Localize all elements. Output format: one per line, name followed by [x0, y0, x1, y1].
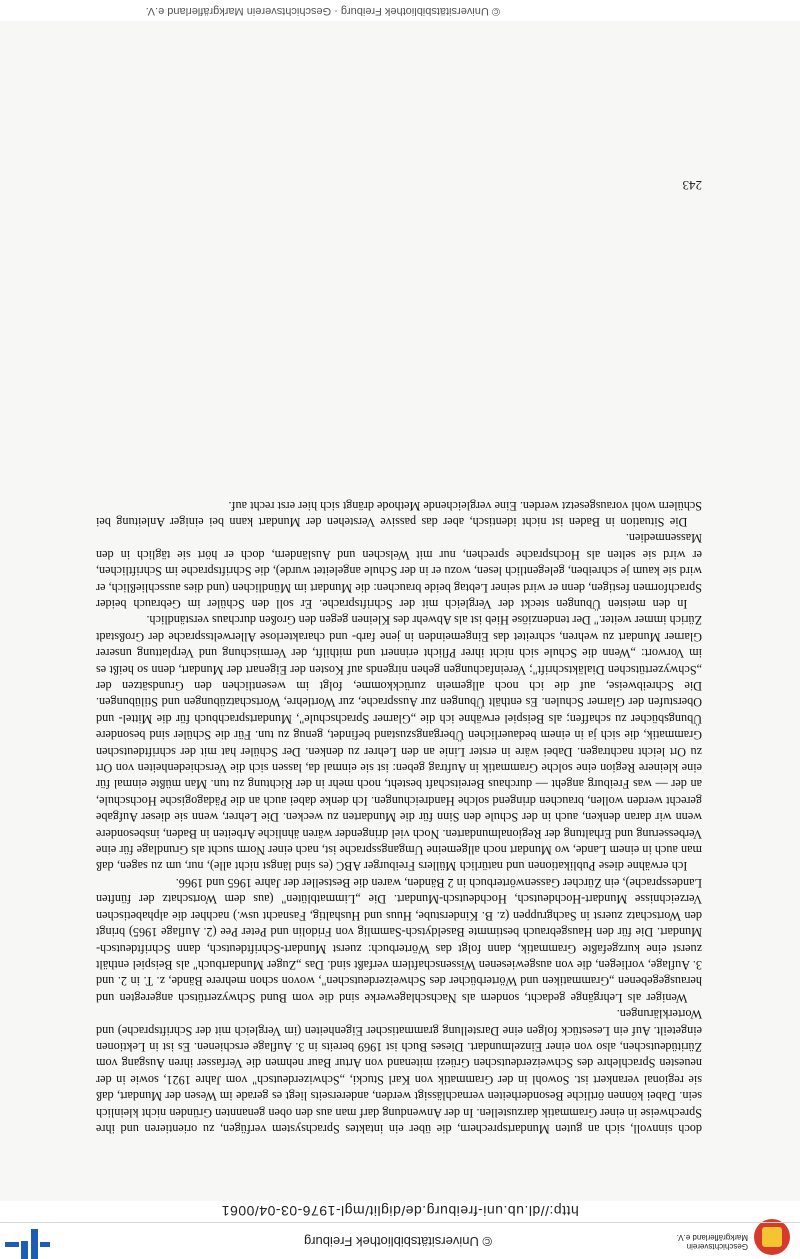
ub-freiburg-logo-icon	[0, 1223, 50, 1259]
footer-strip	[0, 0, 800, 21]
paragraph: Weniger als Lehrgänge gedacht, sondern als Nachschlagewerke sind die vom Bund Schwyzertütsch angeregten und herausgegebenen „Grammatiken und Wörterbücher des Schweizerdeutschen", wovon schon mehrere Bände, z. T. in 2. und 3. Auflage, vorliegen, die von ausgewiesenen Wissenschaftlern verfaßt sind. Das „Zuger Mundartbuch" als Beispiel enthält zuerst eine kurzgefaßte Grammatik, dann folgt das Wörterbuch: zuerst Mundart-Schriftdeutsch, dann Schriftdeutsch-Mundart. Die für den Hausgebrauch bestimmte Baseldytsch-Sammlig von Fridolin und Peter Pee (2. Auflage 1965) bringt den Wortschatz zuerst in Sachgruppen (z. B. Kinderstube, Huus und Hushaltig, Fasnacht usw.) nachher die alphabetischen Verzeichnisse Mundart-Hochdeutsch, Hochdeutsch-Mundart. Die „Limmatblüten" (aus dem Wortschatz der fünften Landessprache), ein Zürcher Gassenwörterbuch in 2 Bänden, waren die Bestseller der Jahre 1965 und 1966.	[96, 875, 702, 1005]
url-bar	[0, 1200, 800, 1223]
library-header	[0, 1201, 800, 1259]
paragraph: In den meisten Übungen steckt der Vergleich mit der Schriftsprache. Er soll den Schüler im Gebrauch beider Sprachformen festigen, denn er wird seiner Lebtag beide brauchen: die Mundart im Mündlichen (und dies ausschließlich, er wird sie kaum je schreiben, gelegentlich lesen, wozu er in der Schule angeleitet wurde), die Schriftsprache im Schriftlichen, er wird sie selten als Hochsprache sprechen, nur mit Welschen und Ausländern, doch er hört sie täglich in den Massenmedien.	[96, 531, 702, 611]
society-name: Geschichtsverein Markgräflerland e.V.	[676, 1232, 748, 1251]
paragraph: doch sinnvoll, sich an guten Mundartsprechern, die über ein intaktes Sprachsystem verfügen, zu orientieren und ihre Sprechweise in einer Grammatik darzustellen. In der Anwendung darf man aus den oben genannten Gründen nicht kleinlich sein. Dabei können örtliche Besonderheiten vernachlässigt werden, andererseits liegt es gerade im Wesen der Mundart, daß sie regional verankert ist. Sowohl in der Grammatik von Karl Stucki, „Schwizerdeutsch" vom Jahre 1921, sowie in der neuesten Sprachlehre des Schweizerdeutschen Grüezi mitenand von Artur Baur nehmen die Verfasser ihren Ausgang vom Züritüdeutschen, also von einer Einzelmundart. Dieses Buch ist 1969 bereits in 3. Auflage erschienen. Es ist in Lektionen eingeteilt. Auf ein Lesestück folgen eine Darstellung grammatischer Eigenheiten (im Vergleich mit der Schriftsprache) und Worterklärungen.	[96, 1007, 702, 1136]
library-name: © Universitätsbibliothek Freiburg	[303, 1234, 493, 1249]
body-text	[96, 497, 702, 1137]
page-number: 243	[682, 178, 702, 193]
paragraph: Ich erwähne diese Publikationen und natürlich Müllers Freiburger ABC (es sind längst nicht alle), nur, um zu sagen, daß man auch in einem Lande, wo Mundart noch allgemeine Umgangssprache ist, nach einer Norm sucht als Grundlage für eine Verbesserung und Erhaltung der Regionalmundarten. Noch viel dringender wären ähnliche Arbeiten in Baden, insbesondere wenn wir daran denken, auch in der Schule den Sinn für die Mundarten zu wecken. Die Lehrer, wenn sie dieser Aufgabe gerecht werden wollen, brauchen dringend solche Handreichungen. Ich denke dabei auch an die Pädagogische Hochschule, an der — was Freiburg angeht — durchaus Bereitschaft besteht, noch mehr in der Richtung zu tun. Man müßte einmal für eine kleinere Region eine solche Grammatik in Auftrag geben: ist sie einmal da, lassen sich die Verschiedenheiten von Ort zu Ort leicht nachtragen. Dabei wäre in erster Linie an den Lehrer zu denken. Der Schüler hat mit der schriftdeutschen Grammatik, die sich ja in einem bedauerlichen Übergangszustand befindet, genug zu tun. Für die Schüler sind besondere Übungsbücher zu schaffen; als Beispiel erwähne ich die „Glarner Sprachschule", Mundartsprachbuch für die Mittel- und Oberstufen der Glarner Schulen. Es enthält Übungen zur Aussprache, zur Wortlehre, Wortschatzübungen und Stilübungen. Die Schreibweise, auf die ich noch allgemein zurückkomme, folgt im wesentlichen den Grundsätzen der „Schwyzertütschen Dialäktschrift"; Vereinfachungen gehen nirgends auf Kosten der Eigenart der Mundart, denn so heißt es im Vorwort: „Wenn die Schule sich nicht ihrer Pflicht erinnert und mithilft, der Vermischung und Verplattung unserer Glarner Mundart zu wehren, schreitet das Eingemeinden in jene farb- und charakterlose Allerweltssprache der Großstadt Zürich immer weiter." Der tendenziöse Hieb ist als Abwehr des Kleinen gegen den Großen durchaus verständlich.	[96, 613, 702, 874]
society-logo-icon	[754, 1219, 790, 1255]
document-url[interactable]: http://dl.ub.uni-freiburg.de/diglit/mgl-1976-03-04/0061	[221, 1203, 579, 1219]
paragraph: Die Situation in Baden ist nicht identisch, aber das passive Verstehen der Mundart kann bei einiger Anleitung bei Schülern wohl vorausgesetzt werden. Eine vergleichende Methode drängt sich hier erst recht auf.	[96, 498, 702, 529]
footer-text: © Universitätsbibliothek Freiburg · Geschichtsverein Markgräflerland e.V.	[145, 5, 500, 17]
